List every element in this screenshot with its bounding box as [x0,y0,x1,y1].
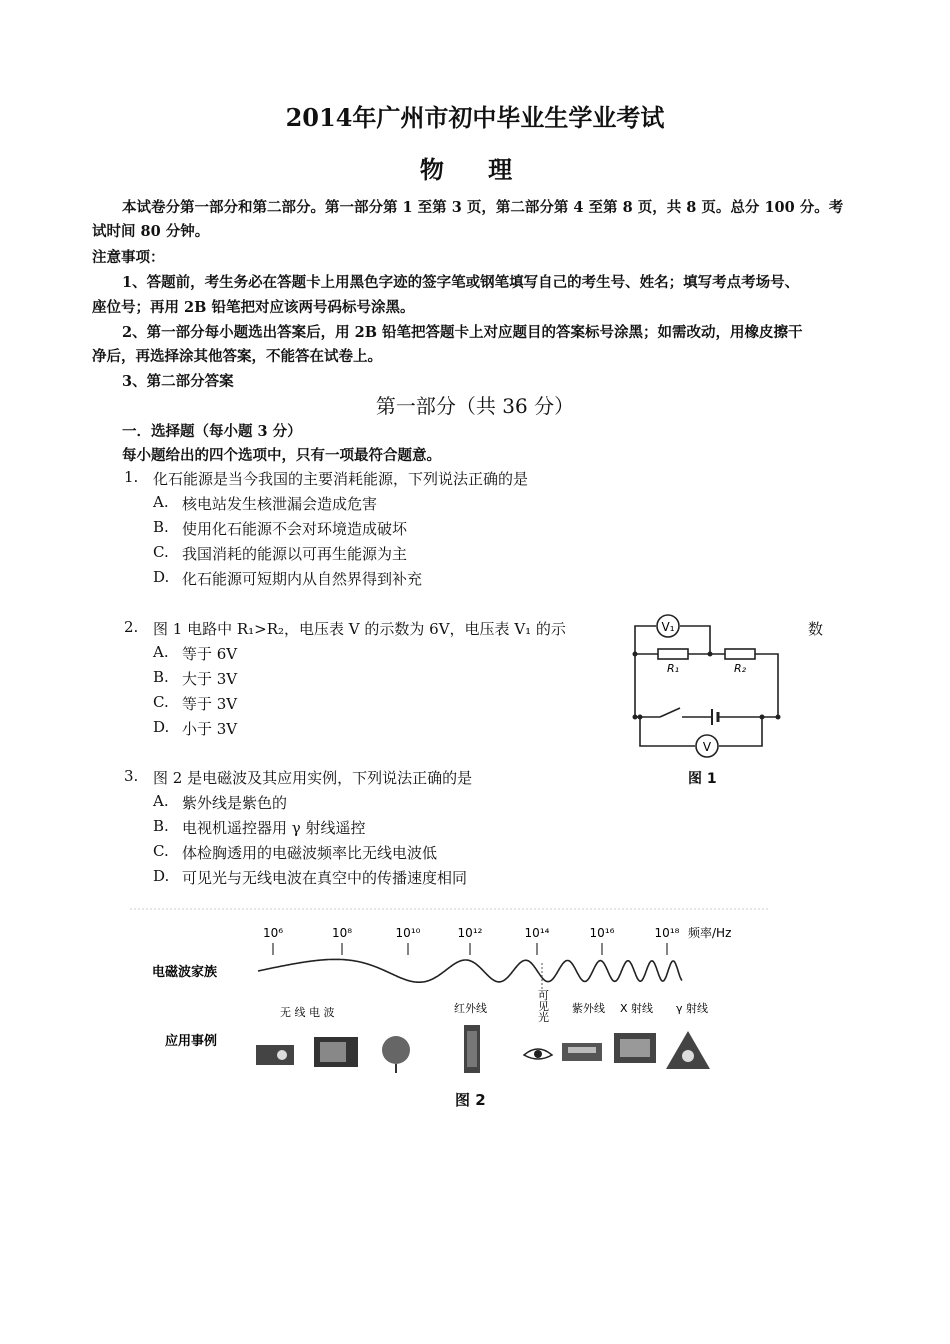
band-gamma: γ 射线 [676,1002,709,1015]
tick-label: 10¹⁰ [395,926,421,940]
r1-label: R₁ [666,662,680,675]
question-1-option-c: 我国消耗的能源以可再生能源为主 [182,545,408,563]
intro-line-2: 试时间 80 分钟。 [92,223,210,240]
notice-item-2-line-2: 净后，再选择涂其他答案，不能答在试卷上。 [92,348,382,365]
exam-title: 2014年广州市初中毕业生学业考试 [285,103,665,132]
question-2-option-d: 小于 3V [182,720,238,738]
question-1-option-a-key: A. [153,493,169,511]
question-3-number: 3. [124,767,139,785]
tick-label: 10¹² [457,926,483,940]
em-wave [258,959,682,982]
notice-title: 注意事项： [92,249,165,266]
subject-title: 物 理 [419,155,531,184]
band-radio: 无 线 电 波 [280,1006,335,1019]
frequency-unit: 频率/Hz [688,926,732,940]
question-3-option-c: 体检胸透用的电磁波频率比无线电波低 [182,844,438,862]
notice-item-2-line-1: 2、第一部分每小题选出答案后，用 2B 铅笔把答题卡上对应题目的答案标号涂黑；如需改动，用橡皮擦干 [122,324,803,341]
xray-image-icon [614,1033,656,1063]
question-3-option-c-key: C. [153,842,169,860]
satellite-dish-icon [382,1036,410,1073]
tick-label: 10¹⁴ [524,926,550,940]
question-3-option-d-key: D. [153,867,170,885]
question-1-option-a: 核电站发生核泄漏会造成危害 [182,495,378,513]
v-label: V [702,740,712,754]
band-xray: X 射线 [620,1002,654,1015]
question-2-option-d-key: D. [153,718,170,736]
band-ultraviolet: 紫外线 [572,1002,605,1015]
v1-label: V₁ [661,620,675,634]
notice-item-1-line-2: 座位号；再用 2B 铅笔把对应该两号码标号涂黑。 [92,299,415,316]
figure-1-caption: 图 1 [688,771,717,787]
section-instruction: 每小题给出的四个选项中，只有一项最符合题意。 [122,447,441,464]
part1-heading: 第一部分（共 36 分） [375,394,575,418]
question-3-option-b: 电视机遥控器用 γ 射线遥控 [182,819,366,837]
question-2-stem-tail: 数 [808,620,824,638]
v1-wire-left [635,626,656,654]
tick-label: 10¹⁸ [654,926,680,940]
row-label-em-family: 电磁波家族 [152,965,218,980]
radiation-warning-icon [666,1031,710,1069]
figure-1-circuit [620,612,790,790]
radio-set-icon [256,1045,294,1065]
intro-line-1: 本试卷分第一部分和第二部分。第一部分第 1 至第 3 页，第二部分第 4 至第 8 页，共 8 页。总分 100 分。考 [122,199,844,216]
tick-label: 10⁸ [331,926,353,940]
figure-2-em-spectrum [130,905,780,1115]
section-heading: 一．选择题（每小题 3 分） [122,423,302,440]
question-2-option-b-key: B. [153,668,169,686]
question-3-option-a: 紫外线是紫色的 [182,794,288,812]
uv-lamp-icon [562,1043,602,1061]
question-2-number: 2. [124,618,139,636]
band-visible: 可见光 [536,989,550,1023]
notice-item-1-line-1: 1、答题前，考生务必在答题卡上用黑色字迹的签字笔或钢笔填写自己的考生号、姓名；填写考点考场号、 [122,274,800,291]
infrared-remote-icon [464,1025,480,1073]
question-1-option-c-key: C. [153,543,169,561]
notice-item-3: 3、第二部分答案 [122,373,234,390]
question-2-option-b: 大于 3V [182,670,238,688]
question-2-option-c: 等于 3V [182,695,238,713]
r2-label: R₂ [733,662,747,675]
question-1-option-d-key: D. [153,568,170,586]
television-icon [314,1037,358,1067]
question-3-option-d: 可见光与无线电波在真空中的传播速度相同 [182,869,468,887]
figure-2-caption: 图 2 [455,1091,486,1109]
tick-label: 10¹⁶ [589,926,615,940]
row-label-applications: 应用事例 [165,1034,218,1049]
question-3-stem: 图 2 是电磁波及其应用实例，下列说法正确的是 [153,769,473,787]
question-2-option-a-key: A. [153,643,169,661]
resistor-r2 [725,649,755,659]
question-1-option-d: 化石能源可短期内从自然界得到补充 [182,570,423,588]
tick-label: 10⁶ [262,926,284,940]
question-2-option-a: 等于 6V [182,645,238,663]
question-2-stem: 图 1 电路中 R₁>R₂，电压表 V 的示数为 6V，电压表 V₁ 的示 [153,620,566,638]
eye-icon [524,1049,552,1059]
question-2-option-c-key: C. [153,693,169,711]
question-1-option-b-key: B. [153,518,169,536]
question-1-number: 1. [124,468,139,486]
band-infrared: 红外线 [454,1002,487,1015]
switch [660,708,680,717]
question-1-stem: 化石能源是当今我国的主要消耗能源，下列说法正确的是 [153,470,529,488]
resistor-r1 [658,649,688,659]
question-1-option-b: 使用化石能源不会对环境造成破坏 [182,520,408,538]
question-3-option-b-key: B. [153,817,169,835]
question-3-option-a-key: A. [153,792,169,810]
